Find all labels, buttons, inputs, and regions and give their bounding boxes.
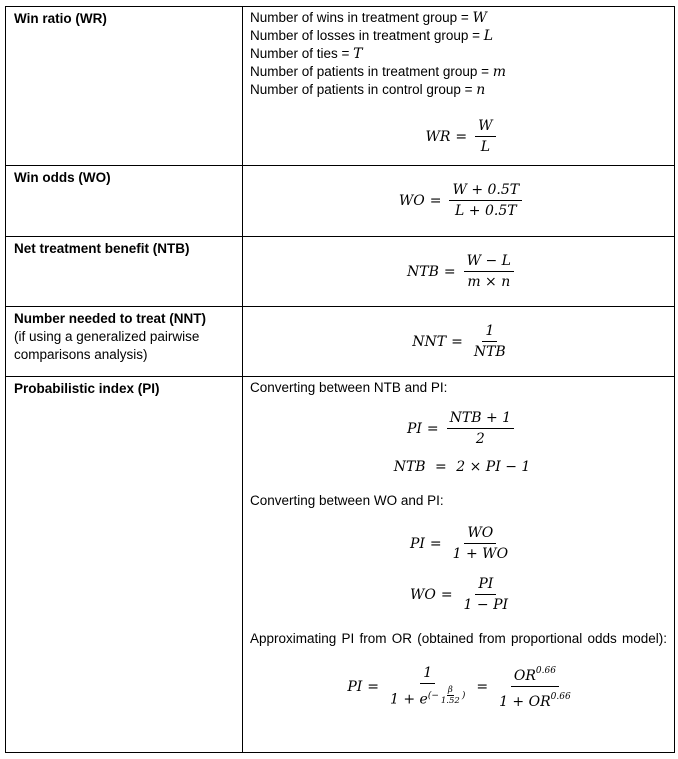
formula-ntb-from-pi: NTB = 2 × PI − 1 <box>393 459 531 475</box>
row-pi <box>6 377 675 753</box>
label-cell <box>6 166 243 237</box>
row-note: (if using a generalized pairwise comparisons analysis) <box>14 329 200 362</box>
row-label: Net treatment benefit (NTB) <box>14 241 190 256</box>
formula-wr: WR = $\frac{W}{L}$ <box>250 117 674 156</box>
label-cell <box>6 237 243 307</box>
formula-nnt: NNT = $\frac{1}{\text{NTB}}$ <box>412 323 506 360</box>
formula-wo-from-pi: WO = $\frac{PI}{1 - PI}$ <box>409 576 509 613</box>
formula-wo: WO = $\frac{W + 0.5T}{L + 0.5T}$ <box>250 181 674 220</box>
heading-or-pi: Approximating PI from OR (obtained from proportional odds model): <box>250 631 667 646</box>
definition-ties: Number of ties = T <box>250 46 363 62</box>
heading-wo-pi: Converting between WO and PI: <box>250 493 444 508</box>
content-cell <box>243 237 675 307</box>
formula-pi-from-wo: PI = $\frac{WO}{1 + WO}$ <box>409 525 509 562</box>
row-nnt <box>6 307 675 377</box>
label-cell <box>6 377 243 753</box>
row-win-ratio <box>6 7 675 166</box>
formula-table <box>5 6 675 753</box>
content-cell <box>243 377 675 753</box>
label-cell <box>6 7 243 166</box>
definition-wins: Number of wins in treatment group = W <box>250 10 487 26</box>
row-win-odds <box>6 166 675 237</box>
formula-pi-from-or: PI = 1 1 + e (− $\frac{\beta}{1.52}$ ) = $\frac{OR^{0.66}}{1 + OR^{0.66}}$ <box>250 662 674 711</box>
content-cell <box>243 7 675 166</box>
formula-pi-from-ntb: PI = $\frac{\text{NTB + 1}}{2}$ <box>250 409 674 448</box>
row-ntb <box>6 237 675 307</box>
row-label: Win ratio (WR) <box>14 11 107 26</box>
definition-losses: Number of losses in treatment group = L <box>250 28 494 44</box>
row-label: Number needed to treat (NNT) <box>14 311 207 326</box>
label-cell <box>6 307 243 377</box>
definition-control-patients: Number of patients in control group = n <box>250 82 486 98</box>
content-cell <box>243 307 675 377</box>
formula-ntb: NTB = $\frac{W - L}{m \times n}$ <box>250 252 674 291</box>
row-label: Probabilistic index (PI) <box>14 381 160 396</box>
definitions-list <box>250 9 674 99</box>
definition-treatment-patients: Number of patients in treatment group = m <box>250 64 507 80</box>
row-label: Win odds (WO) <box>14 170 111 185</box>
content-cell <box>243 166 675 237</box>
heading-ntb-pi: Converting between NTB and PI: <box>250 380 448 395</box>
